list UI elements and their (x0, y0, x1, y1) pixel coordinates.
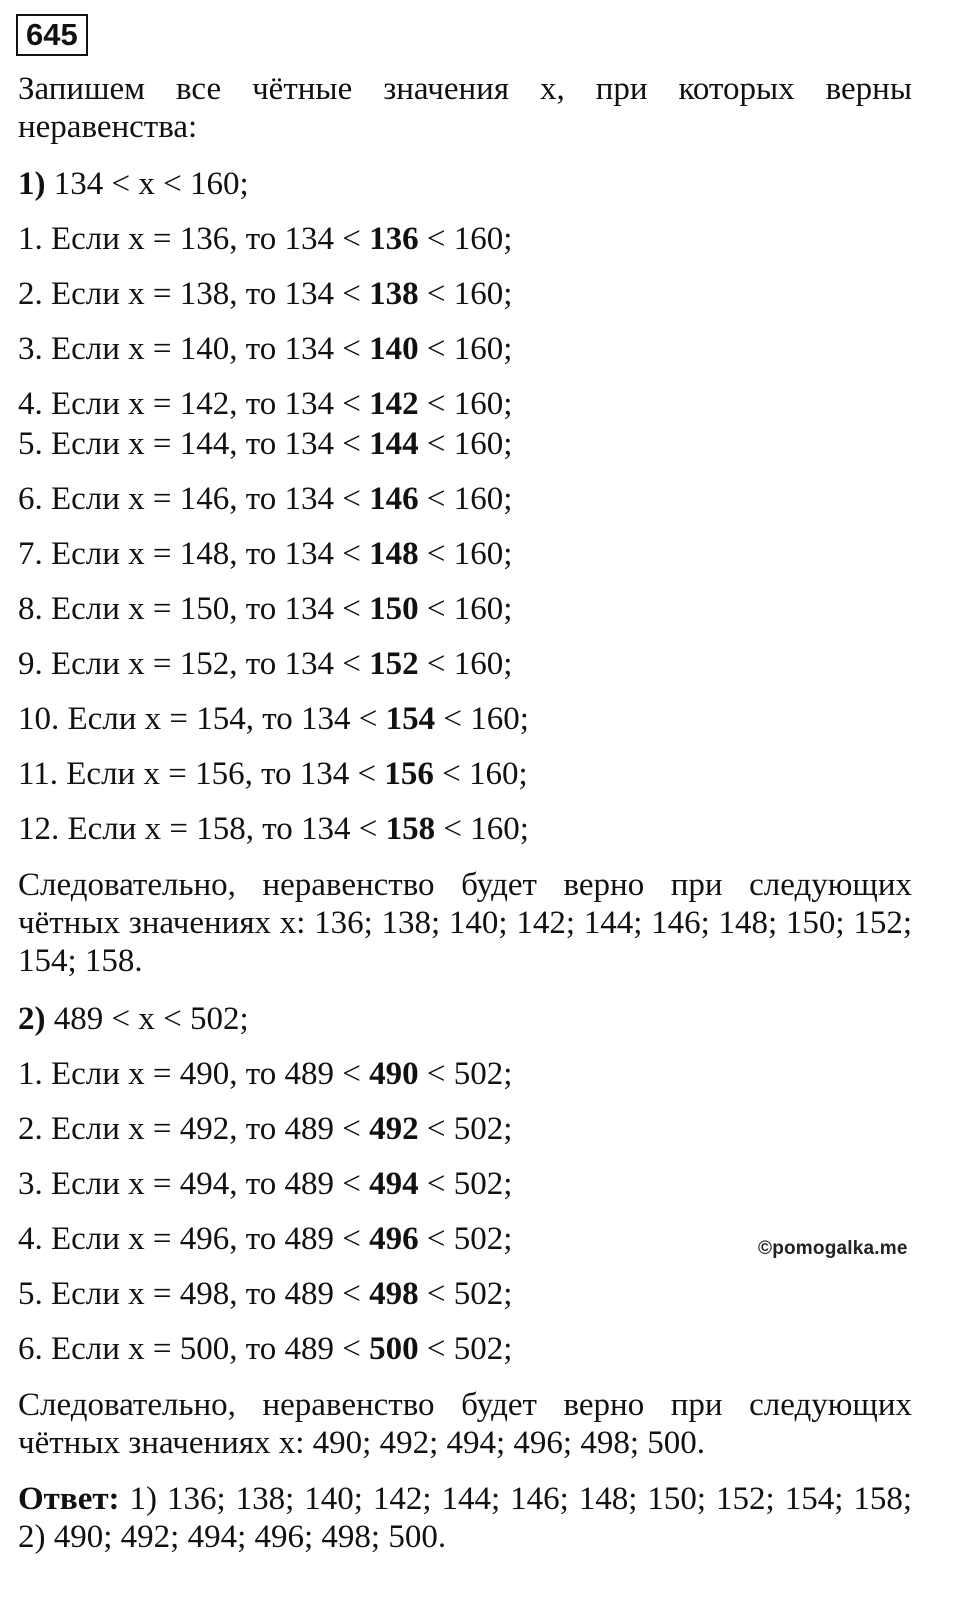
answer-label: Ответ: (18, 1481, 120, 1517)
step-value: 148 (369, 536, 419, 572)
step-text: < 160; (418, 331, 513, 367)
part1-label: 1) (18, 166, 46, 202)
step-value: 146 (369, 481, 419, 517)
step-line (18, 1109, 512, 1149)
step-line (18, 754, 528, 794)
step-value: 500 (369, 1331, 419, 1367)
step-line (18, 1219, 512, 1259)
intro-line: Запишем все чётные значения x, при которых верны (18, 71, 912, 107)
step-line (18, 699, 529, 739)
conclusion-line: Следовательно, неравенство будет верно при следующих (18, 867, 912, 903)
step-value: 154 (385, 701, 436, 737)
conclusion-line: чётных значениях x: 136; 138; 140; 142; 144; 146; 148; 150; 152; (18, 905, 912, 941)
step-text: 2. Если x = 138, то 134 < (18, 276, 370, 312)
step-text: 11. Если x = 156, то 134 < (18, 756, 385, 792)
step-text: 6. Если x = 500, то 489 < (18, 1331, 370, 1367)
step-value: 152 (369, 646, 419, 682)
step-line (18, 424, 512, 464)
step-text: 8. Если x = 150, то 134 < (18, 591, 370, 627)
step-text: 3. Если x = 140, то 134 < (18, 331, 370, 367)
part2-condition-text: 489 < x < 502; (53, 1001, 249, 1037)
step-text: 4. Если x = 142, то 134 < (18, 386, 370, 422)
step-text: < 160; (433, 756, 528, 792)
step-text: 5. Если x = 144, то 134 < (18, 426, 370, 462)
part1-condition-text: 134 < x < 160; (53, 166, 249, 202)
step-line (18, 219, 512, 259)
step-text: < 502; (418, 1221, 513, 1257)
step-text: < 160; (435, 701, 529, 737)
step-text: 1. Если x = 136, то 134 < (18, 221, 370, 257)
conclusion-line: 154; 158. (18, 943, 143, 979)
step-text: 4. Если x = 496, то 489 < (18, 1221, 370, 1257)
step-line (18, 329, 512, 369)
step-text: 7. Если x = 148, то 134 < (18, 536, 370, 572)
step-value: 496 (369, 1221, 419, 1257)
intro-paragraph (18, 70, 912, 146)
step-line (18, 589, 512, 629)
step-value: 492 (369, 1111, 419, 1147)
step-text: < 160; (418, 536, 513, 572)
part2-conclusion (18, 1386, 912, 1462)
step-value: 150 (369, 591, 419, 627)
step-line (18, 534, 512, 574)
answer-part1: 1) 136; 138; 140; 142; 144; 146; 148; 150; 152; 154; 158; (119, 1481, 912, 1517)
step-text: < 160; (418, 591, 513, 627)
intro-line: неравенства: (18, 109, 198, 145)
step-text: 9. Если x = 152, то 134 < (18, 646, 370, 682)
part2-condition (18, 999, 249, 1039)
step-text: < 160; (418, 426, 513, 462)
step-text: 1. Если x = 490, то 489 < (18, 1056, 370, 1092)
step-value: 144 (369, 426, 419, 462)
step-line (18, 1164, 512, 1204)
step-text: < 160; (418, 221, 513, 257)
step-value: 494 (369, 1166, 419, 1202)
step-value: 138 (369, 276, 419, 312)
step-line (18, 274, 512, 314)
part2-label: 2) (18, 1001, 46, 1037)
step-text: < 160; (418, 386, 513, 422)
step-text: < 502; (418, 1276, 513, 1312)
conclusion-line: чётных значениях x: 490; 492; 494; 496; 498; 500. (18, 1425, 706, 1461)
answer-block (18, 1480, 912, 1556)
step-line (18, 384, 512, 424)
task-number-box: 645 (16, 14, 88, 56)
step-text: 10. Если x = 154, то 134 < (18, 701, 386, 737)
conclusion-line: Следовательно, неравенство будет верно при следующих (18, 1387, 912, 1423)
step-text: < 502; (418, 1111, 513, 1147)
step-value: 136 (369, 221, 419, 257)
step-text: 5. Если x = 498, то 489 < (18, 1276, 370, 1312)
step-text: < 160; (418, 646, 513, 682)
watermark: ©pomogalka.me (758, 1238, 908, 1259)
step-text: 2. Если x = 492, то 489 < (18, 1111, 370, 1147)
part1-condition (18, 164, 249, 204)
step-text: 12. Если x = 158, то 134 < (18, 811, 386, 847)
step-value: 158 (385, 811, 436, 847)
step-line (18, 479, 512, 519)
step-text: < 160; (418, 276, 513, 312)
step-line (18, 1054, 512, 1094)
answer-line-1 (18, 1480, 912, 1518)
part1-conclusion (18, 866, 912, 980)
step-text: 6. Если x = 146, то 134 < (18, 481, 370, 517)
step-value: 142 (369, 386, 419, 422)
step-value: 490 (369, 1056, 419, 1092)
step-value: 140 (369, 331, 419, 367)
step-line (18, 1329, 512, 1369)
step-value: 156 (384, 756, 434, 792)
step-text: < 502; (418, 1166, 513, 1202)
step-line (18, 1274, 512, 1314)
step-line (18, 809, 529, 849)
step-text: < 502; (418, 1056, 513, 1092)
answer-line-2: 2) 490; 492; 494; 496; 498; 500. (18, 1519, 447, 1555)
step-text: < 160; (418, 481, 513, 517)
step-line (18, 644, 512, 684)
step-text: 3. Если x = 494, то 489 < (18, 1166, 370, 1202)
step-text: < 160; (435, 811, 529, 847)
step-text: < 502; (418, 1331, 513, 1367)
step-value: 498 (369, 1276, 419, 1312)
